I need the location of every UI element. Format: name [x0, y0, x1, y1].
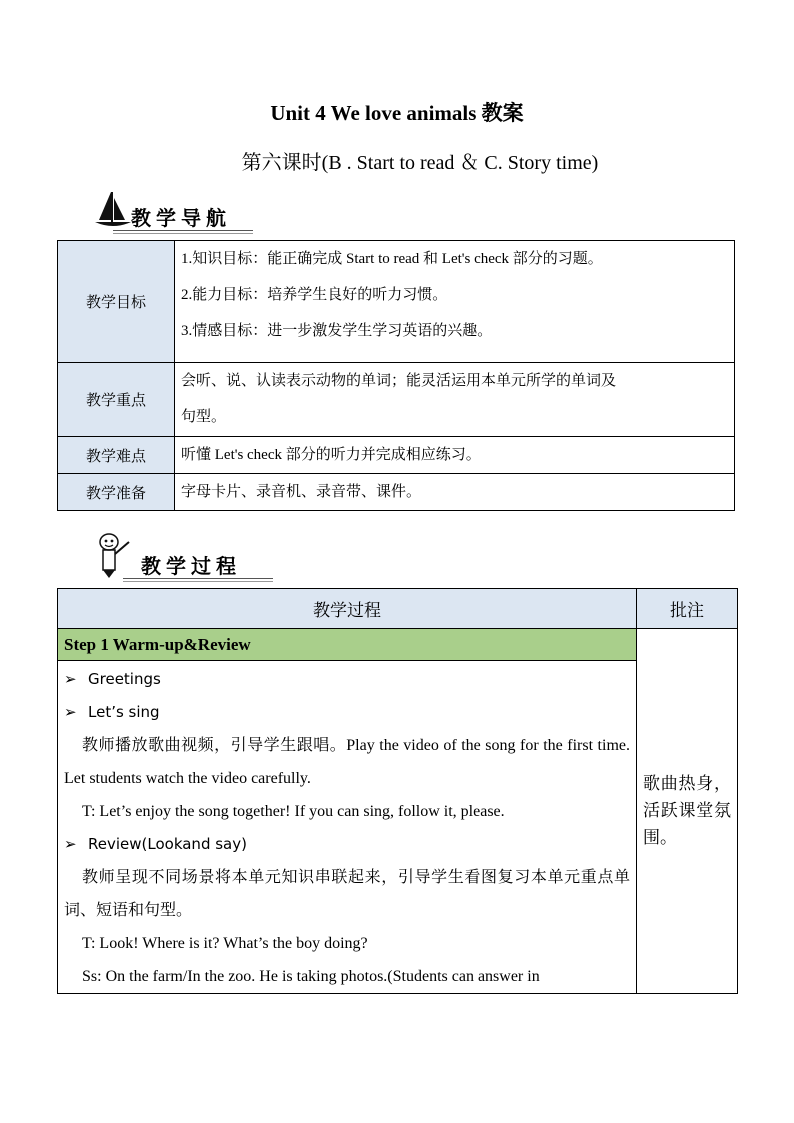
objective-line: 3.情感目标：进一步激发学生学习英语的兴趣。 [181, 323, 493, 339]
notes-cell [637, 629, 738, 994]
sailboat-icon [95, 190, 131, 230]
guide-content-preparation [175, 474, 735, 511]
arrow-bullet-icon: ➢ [64, 835, 77, 853]
page-title: Unit 4 We love animals 教案 [270, 101, 524, 125]
guide-content-keypoints [175, 363, 735, 437]
guide-content-objectives [175, 241, 735, 363]
bullet-sing: ➢ Let’s sing [64, 696, 630, 729]
keypoint-line: 句型。 [181, 409, 227, 425]
difficulty-line: 听懂 Let's check 部分的听力并完成相应练习。 [181, 447, 481, 463]
paragraph: 教师呈现不同场景将本单元知识串联起来，引导学生看图复习本单元重点单词、短语和句型。 [64, 869, 630, 919]
guide-label-objectives: 教学目标 [58, 241, 175, 363]
paragraph: 教师播放歌曲视频，引导学生跟唱。Play the video of the song for the first time. Let students watch the video carefully. [64, 737, 630, 787]
note-text: 歌曲热身，活跃课堂氛围。 [643, 773, 731, 848]
objective-line: 2.能力目标：培养学生良好的听力习惯。 [181, 287, 448, 303]
preparation-line: 字母卡片、录音机、录音带、课件。 [181, 484, 422, 500]
pencil-character-icon [93, 532, 133, 580]
guide-table [57, 240, 735, 511]
process-header-notes: 批注 [637, 589, 738, 629]
paragraph: T: Look! Where is it? What’s the boy doing? [82, 935, 368, 952]
arrow-bullet-icon: ➢ [64, 670, 77, 688]
guide-label-difficulty: 教学难点 [58, 437, 175, 474]
guide-banner [93, 190, 253, 234]
guide-label-preparation: 教学准备 [58, 474, 175, 511]
step1-body [58, 661, 637, 994]
bullet-review: ➢ Review(Lookand say) [64, 828, 630, 861]
process-banner [93, 536, 273, 580]
arrow-bullet-icon: ➢ [64, 703, 77, 721]
objective-line: 1.知识目标：能正确完成 Start to read 和 Let's check 部分的习题。 [181, 251, 603, 267]
process-banner-title: 教学过程 [141, 554, 241, 578]
guide-content-difficulty [175, 437, 735, 474]
bullet-greetings: ➢ Greetings [64, 663, 630, 696]
guide-label-keypoints: 教学重点 [58, 363, 175, 437]
process-table [57, 588, 738, 994]
page-subtitle: 第六课时(B . Start to read ＆ C. Story time) [241, 152, 599, 174]
paragraph: T: Let’s enjoy the song together! If you can sing, follow it, please. [82, 803, 505, 820]
paragraph: Ss: On the farm/In the zoo. He is taking photos.(Students can answer in [82, 968, 540, 985]
process-header-process: 教学过程 [58, 589, 637, 629]
guide-banner-title: 教学导航 [131, 206, 231, 230]
step1-title: Step 1 Warm-up&Review [58, 629, 637, 661]
keypoint-line: 会听、说、认读表示动物的单词；能灵活运用本单元所学的单词及 [181, 373, 617, 389]
